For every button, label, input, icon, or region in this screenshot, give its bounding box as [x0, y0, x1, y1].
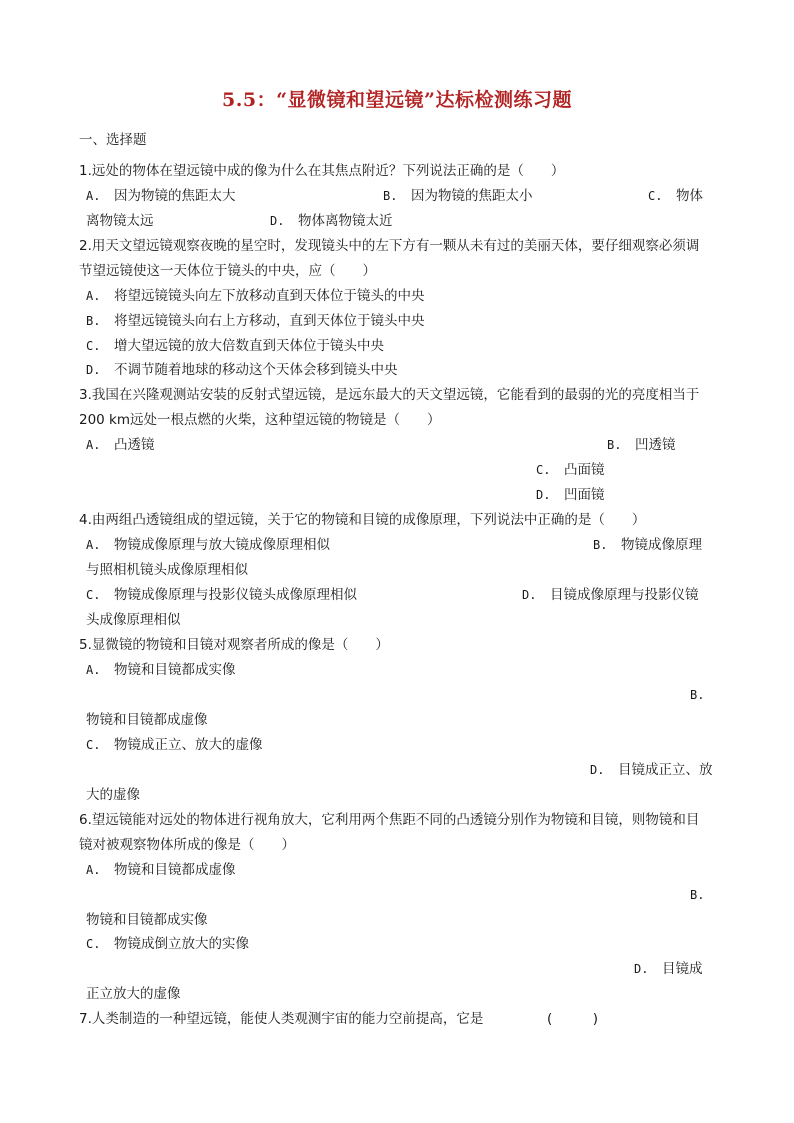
question-3-option-c[interactable]	[536, 461, 605, 479]
option-letter: D.	[86, 363, 101, 377]
option-letter: D.	[590, 763, 605, 777]
question-3-option-b[interactable]	[607, 436, 676, 454]
question-1-option-b[interactable]	[383, 187, 533, 205]
section-heading: 一、选择题	[79, 132, 147, 148]
option-text: 物体离物镜太近	[298, 213, 393, 229]
option-letter: C.	[536, 463, 551, 477]
question-6-option-a[interactable]	[86, 861, 236, 879]
question-6-option-d[interactable]	[634, 960, 703, 978]
option-text: 物镜成正立、放大的虚像	[114, 737, 263, 753]
question-6-stem-continued: 镜对被观察物体所成的像是（ ）	[79, 837, 295, 853]
option-text: 物镜成像原理与投影仪镜头成像原理相似	[114, 587, 357, 603]
question-6-option-d-continued: 正立放大的虚像	[86, 986, 181, 1002]
option-text: 目镜成像原理与投影仪镜	[550, 587, 699, 603]
question-1-option-c-continued: 离物镜太远	[86, 213, 154, 229]
option-text: 目镜成	[662, 961, 703, 977]
question-3-option-d[interactable]	[536, 486, 605, 504]
question-3-stem: 3.我国在兴隆观测站安装的反射式望远镜，是远东最大的天文望远镜，它能看到的最弱的光的亮度相当于	[79, 387, 700, 403]
option-text: 增大望远镜的放大倍数直到天体位于镜头中央	[114, 338, 384, 354]
question-5-option-b[interactable]: 物镜和目镜都成虚像	[86, 712, 208, 728]
question-4-option-d-continued: 头成像原理相似	[86, 612, 181, 628]
question-6-option-c[interactable]	[86, 935, 249, 953]
question-6-option-b[interactable]: 物镜和目镜都成实像	[86, 912, 208, 928]
question-4-option-b[interactable]	[593, 536, 702, 554]
question-5-stem: 5.显微镜的物镜和目镜对观察者所成的像是（ ）	[79, 637, 389, 653]
question-6-option-b-letter[interactable]	[690, 886, 718, 904]
option-text: 因为物镜的焦距太小	[411, 188, 533, 204]
option-text: 物镜成倒立放大的实像	[114, 936, 249, 952]
question-4-option-d[interactable]	[522, 586, 699, 604]
question-5-option-a[interactable]	[86, 661, 236, 679]
option-text: 物镜和目镜都成实像	[114, 662, 236, 678]
option-letter: C.	[86, 937, 101, 951]
option-letter: C.	[648, 189, 663, 203]
question-1-option-a[interactable]	[86, 187, 236, 205]
option-text: 物镜和目镜都成虚像	[114, 862, 236, 878]
option-text: 因为物镜的焦距太大	[114, 188, 236, 204]
option-letter: B.	[607, 438, 622, 452]
option-text: 凹透镜	[635, 437, 676, 453]
option-letter: D.	[522, 588, 537, 602]
question-4-option-c[interactable]	[86, 586, 357, 604]
question-1-option-d[interactable]	[270, 212, 393, 230]
option-letter: D.	[270, 214, 285, 228]
option-letter: A.	[86, 663, 101, 677]
option-letter: B.	[593, 538, 608, 552]
page-title: 5.5：“显微镜和望远镜”达标检测练习题	[222, 89, 572, 111]
question-5-option-d[interactable]	[590, 761, 713, 779]
option-letter: A.	[86, 863, 101, 877]
option-text: 凸面镜	[564, 462, 605, 478]
question-1-stem: 1.远处的物体在望远镜中成的像为什么在其焦点附近？下列说法正确的是（ ）	[79, 163, 565, 179]
question-3-stem-continued: 200 km远处一根点燃的火柴，这种望远镜的物镜是（ ）	[79, 412, 441, 428]
question-5-option-d-continued: 大的虚像	[86, 787, 140, 803]
question-5-option-c[interactable]	[86, 736, 263, 754]
question-7-stem: 7.人类制造的一种望远镜，能使人类观测宇宙的能力空前提高，它是	[79, 1011, 484, 1027]
question-1-option-c[interactable]	[648, 187, 703, 205]
question-2-stem: 2.用天文望远镜观察夜晚的星空时，发现镜头中的左下方有一颗从未有过的美丽天体，要仔细观察必须调	[79, 238, 700, 254]
question-7-answer-blank: ( )	[547, 1011, 599, 1027]
option-letter: B.	[86, 314, 101, 328]
option-letter: A.	[86, 289, 101, 303]
question-2-option-a[interactable]	[86, 287, 425, 305]
question-4-option-b-continued: 与照相机镜头成像原理相似	[86, 562, 248, 578]
option-text: 不调节随着地球的移动这个天体会移到镜头中央	[114, 362, 398, 378]
option-text: 将望远镜镜头向右上方移动，直到天体位于镜头中央	[114, 313, 425, 329]
option-letter: D.	[536, 488, 551, 502]
option-letter: A.	[86, 438, 101, 452]
option-letter: B.	[690, 888, 705, 902]
option-letter: B.	[690, 688, 705, 702]
question-2-option-c[interactable]	[86, 337, 384, 355]
question-2-option-b[interactable]	[86, 312, 425, 330]
option-letter: C.	[86, 339, 101, 353]
option-letter: D.	[634, 962, 649, 976]
question-4-stem: 4.由两组凸透镜组成的望远镜，关于它的物镜和目镜的成像原理，下列说法中正确的是（ ）	[79, 512, 646, 528]
option-letter: A.	[86, 538, 101, 552]
option-text: 目镜成正立、放	[618, 762, 713, 778]
option-letter: A.	[86, 189, 101, 203]
question-4-option-a[interactable]	[86, 536, 330, 554]
option-letter: B.	[383, 189, 398, 203]
question-6-stem: 6.望远镜能对远处的物体进行视角放大，它利用两个焦距不同的凸透镜分别作为物镜和目镜，则物镜和目	[79, 812, 700, 828]
option-text: 凸透镜	[114, 437, 155, 453]
question-2-option-d[interactable]	[86, 361, 398, 379]
option-text: 将望远镜镜头向左下放移动直到天体位于镜头的中央	[114, 288, 425, 304]
question-3-option-a[interactable]	[86, 436, 155, 454]
question-5-option-b-letter[interactable]	[690, 686, 718, 704]
option-text: 凹面镜	[564, 487, 605, 503]
option-text: 物镜成像原理	[621, 537, 702, 553]
option-text: 物镜成像原理与放大镜成像原理相似	[114, 537, 330, 553]
option-letter: C.	[86, 738, 101, 752]
option-text: 物体	[676, 188, 703, 204]
option-letter: C.	[86, 588, 101, 602]
question-2-stem-continued: 节望远镜使这一天体位于镜头的中央，应（ ）	[79, 263, 376, 279]
